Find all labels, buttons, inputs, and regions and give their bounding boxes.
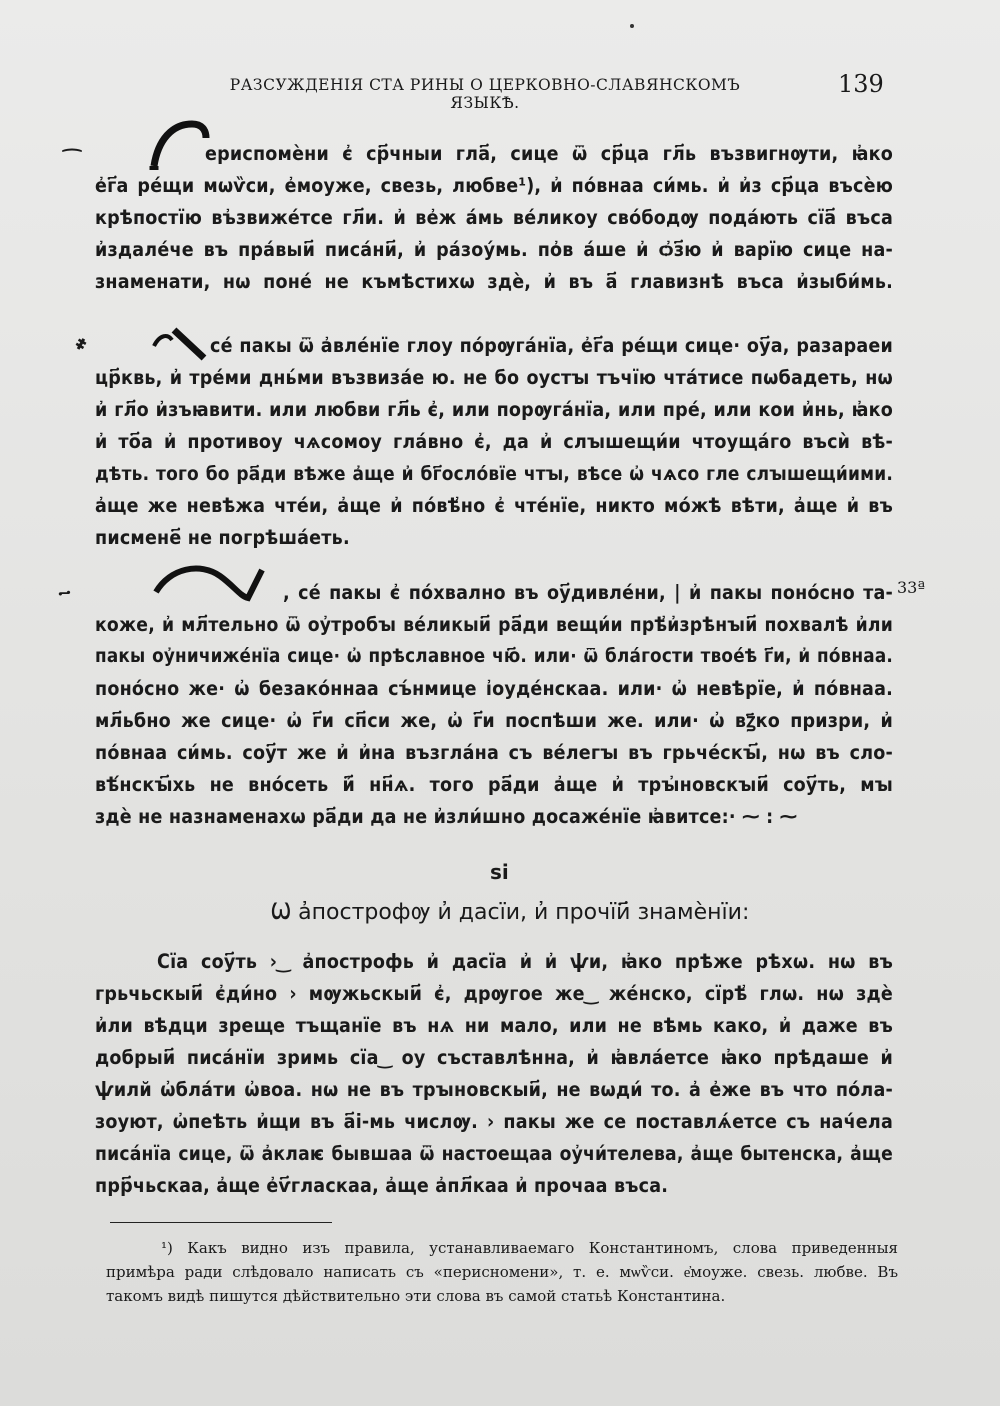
section-number: ѕі	[490, 860, 509, 884]
section-title: Ѡ а҆построфѹ и҆ дасїи, и҆ прочїи҃ знамѐнїи:	[270, 900, 750, 925]
p3-line: коже, и҆ мл҃тельно ѿ оу҆тробꙑ ве́ликыи҃ ра҃ди вещи́и прѣ҆и҆зрѣнꙑи҃ похвалѣ и҆ли	[95, 613, 893, 636]
print-dot	[630, 24, 634, 28]
p2-line: писмене҃ не погрѣша́еть.	[95, 526, 350, 549]
p3-line: здѐ не назнаменахѡ ра҃ди да не и҆зли́шно досаже́нїе ꙗ҆витсе:· ⁓ : ⁓	[95, 805, 798, 828]
p1-line: и҆здале́че въ пра́выи҃ писа́ни҃, и҆ ра́зоу́мь. по҆в а́ше и҆ ѻ҆з҃ю и҆ варїю сице на-	[95, 238, 893, 261]
p4-line: зоуют, ѡ҆пеѣть и҆щи въ а҃і-мь числѹ. › пакы же се поставлѧ́етсе съ нач́ела	[95, 1110, 893, 1133]
footnote-line: примѣра ради слѣдовало написать съ «перисномени», т. е. мѡѷси. е҆моуже. свезь. любве. Въ	[106, 1263, 898, 1281]
p2-line: цр҃квь, и҆ тре́ми днь́ми възвиза́е ю. не бо оустꙑ тъчїю чта́тисе пѡбадеть, нѡ	[95, 366, 893, 389]
running-title: РАЗСУЖДЕНІЯ СТА РИНЫ О ЦЕРКОВНО-СЛАВЯНСКОМЪ ЯЗЫКѢ.	[229, 76, 741, 112]
footnote	[106, 1236, 898, 1308]
footnote-rule	[110, 1222, 332, 1223]
paragraph-3	[95, 577, 893, 833]
p4-line: прр҃чьскаа, а҆ще е҆ѵ҃гласкаа, а҆ще а҆пл҃каа и҆ прочаа въса.	[95, 1174, 669, 1197]
p2-line: се́ пакы ѿ а҆вле́нїе глоу по́рѹга́нїа, е҆г҃а ре́щи сице· оу҃а, разараеи	[210, 334, 893, 357]
p4-line: грьчьскыи҃ є҆ди́но › мѹжьскыи҃ є҆, дрѹгое же ͜ же́нско, сїрѣ҆ глѡ. нѡ здѐ	[95, 982, 893, 1005]
p3-line: пакы оу҆ничиже́нїа сице· ѡ҆ прѣславное чю҃. или· ѿ бла́гости твое́ѣ г҃и, и҆ по́внаа.	[95, 646, 893, 667]
p4-line: Сїа соу҃ть › ͜ а҆построфь и҆ дасїа и҆ и҆ ѱи, ꙗ҆ко прѣже рѣхѡ. нѡ въ	[157, 950, 893, 973]
p3-line: , се́ пакы є҆ по́хвално въ оу҃дивле́ни, | и҆ пакы поно́сно та-	[283, 581, 893, 604]
footnote-line: ¹) Какъ видно изъ правила, устанавливаемаго Константиномъ, слова приведенныя	[161, 1239, 898, 1257]
p1-line: е҆г҃а ре́щи мѡѷси, е҆моуже, свезь, любве¹), и҆ по́внаа си́мь. и҆ и҆з ср҃ца въсѐю	[95, 174, 893, 197]
paragraph-2	[95, 330, 893, 554]
p3-line: по́внаа си́мь. соу҃т же и҆ и҆на възгла́на съ ве́легꙑ въ грьче́скꙑ҃, нѡ въ сло-	[95, 741, 893, 764]
p2-line: дѣть. того бо ра҃ди вѣже а҆ще и҆ бг҃осло́вїе чтꙑ, вѣсе ѡ҆ чѧсо гле слꙑшещи́ими.	[95, 463, 893, 485]
p2-line: а҆ще же невѣжа чте́и, а҆ще и҆ по́вѣ҆но є҆ чте́нїе, никто мо́жѣ вѣти, а҆ще и҆ въ	[95, 494, 893, 517]
p4-line: и҆ли вѣдци зреще тъщанїе въ нѧ ни мало, или не вѣмь како, и҆ даже въ	[95, 1014, 893, 1037]
paragraph-1	[95, 138, 893, 298]
page-number: 139	[838, 70, 884, 98]
p4-line: писа́нїа сице, ѿ а҆клаѥ бывшаа ѿ настоещаа оу҆чи́телева, а҆ще бытенска, а҆ще	[95, 1142, 893, 1165]
marginal-number: 33ª	[897, 578, 925, 597]
p1-line: знаменати, нѡ поне́ не къмѣстихѡ здѐ, и҆ въ а҃ главизнѣ въса и҆зыби́мь.	[95, 270, 893, 293]
footnote-line: такомъ видѣ пишутся дѣйствительно эти слова въ самой статьѣ Константина.	[106, 1287, 726, 1305]
p1-line: ериспомѐни є҆ ср҃чныи гла҃, сице ѿ ср҃ца гл҃ь възвигнѹти, ꙗ҆ко	[205, 142, 893, 165]
p3-line: поно́сно же· ѡ҆ безако́ннаа съ́нмице і҆оуде́нскаа. или· ѡ҆ невѣрїе, и҆ по́внаа.	[95, 677, 893, 700]
p4-line: добрыи҃ писа́нїи зримь сїа ͜ оу съставлѣнна, и҆ ꙗ҆вла́етсе ꙗ҆ко прѣдаше и҆	[95, 1046, 893, 1069]
margin-mark-2: ҂	[75, 330, 90, 355]
paragraph-4	[95, 946, 893, 1202]
p2-line: и҆ гл҃о и҆зъꙗвити. или любви гл҃ь є҆, или порѹга́нїа, или пре́, или кои и҆нь, ꙗ҆ко	[95, 398, 893, 421]
p3-line: вѣ́нскꙑ҃хь не вно́сеть и҆҃ нн҃ѧ. того ра҃ди а҆ще и҆ трꙑ҆новскꙑи҃ соу҃ть, мꙑ	[95, 773, 893, 796]
p1-line: крѣпостїю въ҆звиже́тсе гл҃и. и҆ ве҆ж а́мь ве́ликоу сво́бодѹ пода́ють сїа҃ въса	[95, 206, 893, 229]
p2-line: и҆ то҃а и҆ противоу чѧсомоу гла́вно є҆, да и҆ слꙑшещи́и чтоуща́го въсѝ вѣ-	[95, 430, 893, 453]
p3-line: мл҃ьбно же сице· ѡ҆ г҃и сп҃си же, ѡ҆ г҃и поспѣши же. или· ѡ҆ вꙁ҃ко призри, и҆	[95, 709, 893, 732]
p4-line: ѱилй ѡ҆бла́ти ѡ҆воа. нѡ не въ трꙑновскыи҃, не вѡди́ то. а҆ е҆же въ что по́ла-	[95, 1078, 893, 1101]
